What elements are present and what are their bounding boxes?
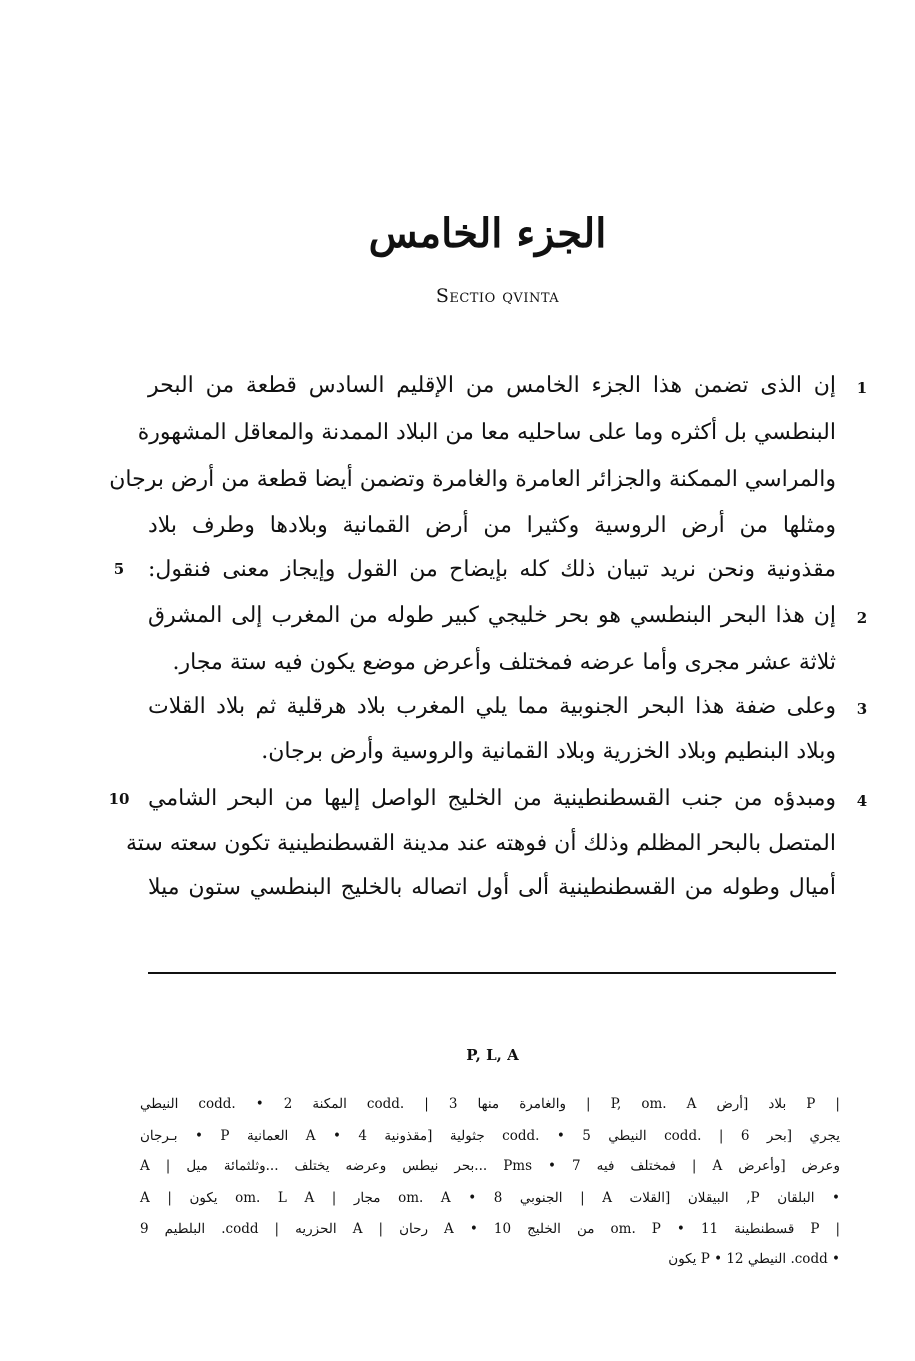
arabic-section-title: الجزء الخامس (368, 210, 607, 257)
text-line: ومثلها من أرض الروسية وكثيرا من أرض القمانية وبلادها وطرف بلاد (148, 513, 836, 538)
footnote-divider (148, 972, 836, 974)
text-line: وبلاد البنطيم وبلاد الخزرية وبلاد القمانية والروسية وأرض برجان. (261, 739, 836, 764)
text-line: إن هذا البحر البنطسي هو بحر خليجي كبير طوله من المغرب إلى المشرق (148, 603, 836, 628)
text-line: ومبدؤه من جنب القسطنطينية من الخليج الواصل إليها من البحر الشامي (148, 786, 836, 811)
text-line: أميال وطوله من القسطنطينية ألى أول اتصاله بالخليج البنطسي ستون ميلا (148, 875, 836, 900)
apparatus-line: • البلقان P, البيقلان [القلات A | الجنوبي 8 • om. A مجار | om. L A يكون | A (140, 1190, 840, 1206)
line-number: 5 (113, 560, 125, 578)
text-line: المتصل بالبحر المظلم وذلك أن فوهته عند مدينة القسطنطينية تكون سعته ستة (125, 831, 836, 856)
apparatus-line: | P قسطنطينة 11 • om. P من الخليج 10 • A رحان | A الحزريه | codd. البلطيم 9 (140, 1221, 841, 1237)
text-line: البنطسي بل أكثره وما على ساحليه معا من البلاد الممدنة والمعاقل المشهورة (137, 420, 836, 445)
paragraph-number: 2 (856, 609, 868, 627)
latin-section-title: Sectio qvinta (435, 285, 560, 307)
text-line: إن الذى تضمن هذا الجزء الخامس من الإقليم السادس قطعة من البحر (148, 373, 836, 398)
apparatus-sigla: P, L, A (466, 1046, 519, 1064)
paragraph-number: 3 (856, 700, 868, 718)
text-line: والمراسي الممكنة والجزائر العامرة والغامرة وتضمن أيضا قطعة من أرض برجان (109, 467, 836, 492)
line-number: 10 (108, 790, 130, 808)
text-line: مقذونية ونحن نريد تبيان ذلك كله بإيضاح من القول وإيجاز معنى فنقول: (148, 557, 836, 582)
text-line: ثلاثة عشر مجرى وأما عرضه فمختلف وأعرض موضع يكون فيه ستة مجار. (172, 650, 836, 675)
apparatus-line: وعرض [وأعرض A | فمختلف فيه 7 • Pms ...بحر نيطس وعرضه يختلف ...وثلثمائة ميل | A (140, 1158, 840, 1174)
paragraph-number: 4 (856, 792, 868, 810)
apparatus-line: | P بلاد [أرض P, om. A | والغامرة منها codd. | 3 المكنة codd. • 2 النيطي (140, 1096, 840, 1112)
apparatus-line: يجري [بحر codd. | 6 النيطي codd. • 5 جثولية [مقذونية A • 4 العمانية P • بـرجان (140, 1128, 840, 1144)
apparatus-line: • codd. النيطي 12 • P يكون (668, 1251, 840, 1267)
text-line: وعلى ضفة هذا البحر الجنوبية مما يلي المغرب بلاد هرقلية ثم بلاد القلات (148, 694, 836, 719)
paragraph-number: 1 (856, 379, 868, 397)
